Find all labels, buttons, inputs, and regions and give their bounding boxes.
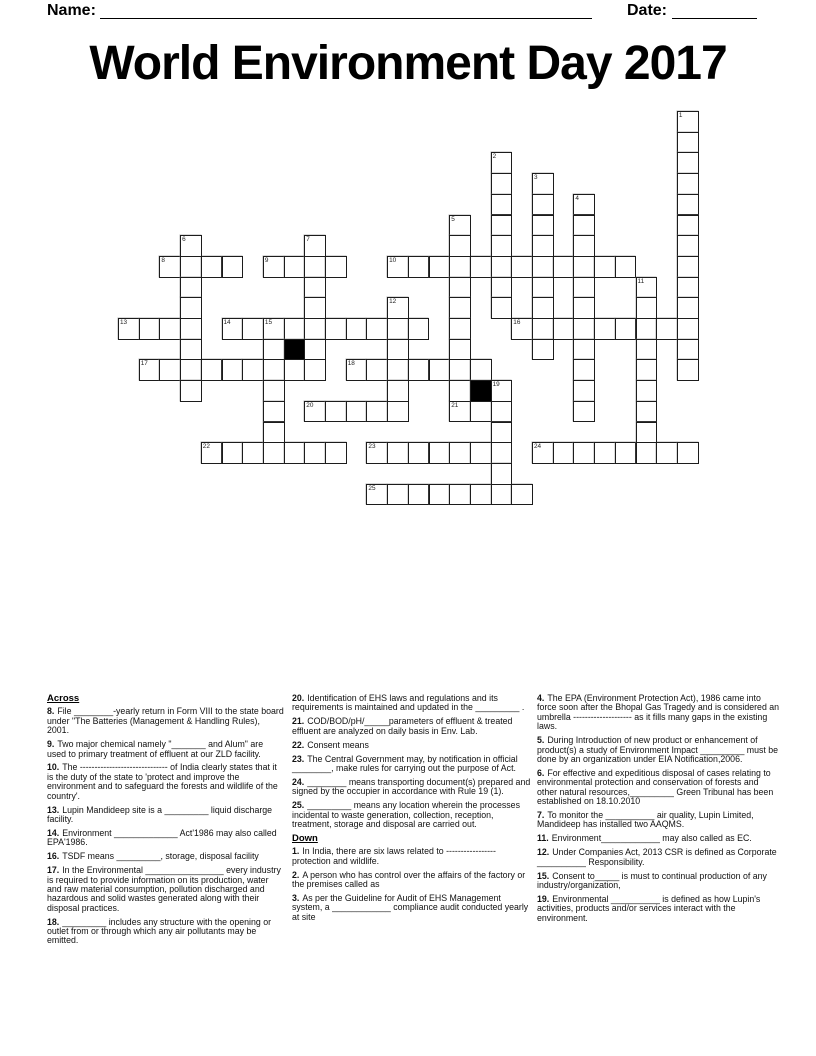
- cell-number: 14: [223, 319, 231, 326]
- clue-number: 7.: [537, 809, 545, 820]
- down-heading: Down: [292, 832, 318, 844]
- grid-cell[interactable]: [573, 256, 595, 278]
- clue-number: 9.: [47, 739, 55, 750]
- grid-cell[interactable]: [284, 318, 306, 340]
- grid-cell[interactable]: [677, 173, 699, 195]
- clue-number: 13.: [47, 804, 60, 815]
- grid-cell[interactable]: [222, 318, 244, 340]
- grid-cell[interactable]: [615, 318, 637, 340]
- grid-cell[interactable]: [325, 318, 347, 340]
- clue-text: Consent to_____ is must to continual production of any industry/organization,: [537, 870, 767, 890]
- grid-cell[interactable]: [532, 277, 554, 299]
- grid-cell[interactable]: [304, 339, 326, 361]
- grid-cell[interactable]: [573, 339, 595, 361]
- across-clue-24: [292, 778, 532, 797]
- blocked-cell: [284, 339, 306, 361]
- clue-text: The ------------------------------ of India clearly states that it is the duty of the state to 'protect and improve the environment and to safeguard the forests and wildlife of the country'.: [47, 762, 278, 801]
- cell-number: 15: [264, 319, 272, 326]
- grid-cell[interactable]: [615, 256, 637, 278]
- grid-cell[interactable]: [242, 442, 264, 464]
- down-clue-7: [537, 811, 780, 830]
- grid-cell[interactable]: [636, 380, 658, 402]
- grid-cell[interactable]: [532, 194, 554, 216]
- clue-text: During Introduction of new product or enhancement of product(s) a study of Environment Impact _________ must be done by an organization under EIA Notification,2006.: [537, 735, 779, 764]
- clues-column-2: [292, 694, 532, 927]
- grid-cell[interactable]: [263, 339, 285, 361]
- grid-cell[interactable]: [325, 256, 347, 278]
- grid-cell[interactable]: [532, 339, 554, 361]
- clue-text: Identification of EHS laws and regulations and its requirements is maintained and updated in the _________ .: [292, 693, 525, 713]
- grid-cell[interactable]: [677, 235, 699, 257]
- grid-cell[interactable]: [449, 484, 471, 506]
- grid-cell[interactable]: [346, 318, 368, 340]
- clue-number: 21.: [292, 716, 305, 727]
- cell-number: 3: [534, 174, 538, 182]
- down-clue-1: [292, 847, 532, 866]
- grid-cell[interactable]: [470, 256, 492, 278]
- grid-cell[interactable]: [201, 359, 223, 381]
- grid-cell[interactable]: [139, 318, 161, 340]
- grid-cell[interactable]: [387, 359, 409, 381]
- across-clue-10: [47, 763, 284, 801]
- grid-cell[interactable]: [636, 359, 658, 381]
- across-clue-8: [47, 707, 284, 735]
- grid-cell[interactable]: [449, 277, 471, 299]
- grid-cell[interactable]: [491, 256, 513, 278]
- grid-cell[interactable]: [180, 277, 202, 299]
- across-clue-23: [292, 755, 532, 774]
- clue-text: The EPA (Environment Protection Act), 1986 came into force soon after the Bhopal Gas Tragedy and is considered an umbrella -------------------- as it fills many gaps in the existing laws.: [537, 693, 780, 732]
- across-clue-21: [292, 717, 532, 736]
- cell-number: 12: [389, 298, 397, 306]
- grid-cell[interactable]: [491, 297, 513, 319]
- clue-number: 11.: [537, 833, 549, 844]
- clue-text: Under Companies Act, 2013 CSR is defined as Corporate __________ Responsibility.: [537, 847, 777, 867]
- clue-text: Two major chemical namely "_______ and Alum" are used to primary treatment of effluent at our ZLD facility.: [47, 739, 264, 759]
- across-clue-14: [47, 829, 284, 848]
- clue-number: 15.: [537, 870, 550, 881]
- cell-number: 9: [264, 256, 269, 264]
- clue-number: 3.: [292, 892, 300, 903]
- grid-cell[interactable]: [180, 235, 202, 257]
- grid-cell[interactable]: [263, 318, 285, 340]
- grid-cell[interactable]: [304, 297, 326, 319]
- across-clue-18: [47, 918, 284, 946]
- grid-cell[interactable]: [636, 297, 658, 319]
- grid-cell[interactable]: [594, 442, 616, 464]
- grid-cell[interactable]: [263, 442, 285, 464]
- cell-number: 8: [161, 256, 165, 264]
- grid-cell[interactable]: [304, 277, 326, 299]
- clue-text: Environment____________ may also called as EC.: [551, 833, 752, 844]
- grid-cell[interactable]: [532, 318, 554, 340]
- clue-number: 5.: [537, 735, 545, 746]
- name-blank-line: [100, 2, 592, 19]
- grid-cell[interactable]: [449, 339, 471, 361]
- grid-cell[interactable]: [636, 442, 658, 464]
- clue-number: 25.: [292, 800, 305, 811]
- grid-cell[interactable]: [532, 297, 554, 319]
- grid-cell[interactable]: [449, 235, 471, 257]
- clue-number: 19.: [537, 893, 550, 904]
- cell-number: 21: [451, 401, 459, 409]
- grid-cell[interactable]: [677, 132, 699, 154]
- grid-cell[interactable]: [304, 256, 326, 278]
- clue-text: _________ means any location wherein the processes incidental to waste generation, collection, reception, treatment, storage and disposal are carried out.: [292, 800, 520, 829]
- grid-cell[interactable]: [532, 256, 554, 278]
- cell-number: 5: [451, 215, 455, 223]
- clue-text: TSDF means _________, storage, disposal facility: [62, 851, 259, 862]
- grid-cell[interactable]: [408, 484, 430, 506]
- grid-cell[interactable]: [408, 318, 430, 340]
- clue-number: 16.: [47, 851, 60, 862]
- clue-number: 18.: [47, 916, 60, 927]
- clue-number: 14.: [47, 827, 60, 838]
- grid-cell[interactable]: [573, 277, 595, 299]
- down-clue-12: [537, 848, 780, 867]
- cell-number: 6: [182, 236, 186, 244]
- down-clue-15: [537, 872, 780, 891]
- grid-cell[interactable]: [491, 484, 513, 506]
- grid-cell[interactable]: [511, 484, 533, 506]
- clue-text: In the Environmental ________________ every industry is required to provide information on its production, water and raw material consumption, pollution discharged and hazardous and solid wastes generated along with their disposal practices.: [47, 865, 281, 913]
- grid-cell[interactable]: [532, 215, 554, 237]
- clue-number: 6.: [537, 767, 545, 778]
- grid-cell[interactable]: [470, 401, 492, 423]
- across-heading: Across: [47, 693, 80, 704]
- clue-number: 17.: [47, 865, 60, 876]
- grid-cell[interactable]: [387, 318, 409, 340]
- grid-cell[interactable]: [387, 484, 409, 506]
- blocked-cell: [470, 380, 492, 402]
- grid-cell[interactable]: [491, 277, 513, 299]
- down-clue-5: [537, 736, 780, 764]
- grid-cell[interactable]: [263, 380, 285, 402]
- cell-number: 10: [389, 256, 397, 264]
- grid-cell[interactable]: [491, 194, 513, 216]
- grid-cell[interactable]: [573, 442, 595, 464]
- cell-number: 13: [120, 319, 128, 326]
- cell-number: 1: [678, 112, 683, 119]
- grid-cell[interactable]: [304, 401, 326, 423]
- grid-cell[interactable]: [677, 277, 699, 299]
- grid-cell[interactable]: [159, 359, 181, 381]
- clue-text: A person who has control over the affairs of the factory or the premises called as: [292, 869, 526, 889]
- grid-cell[interactable]: [159, 256, 181, 278]
- grid-cell[interactable]: [573, 215, 595, 237]
- across-clue-17: [47, 866, 284, 913]
- grid-cell[interactable]: [263, 359, 285, 381]
- clue-text: Environmental __________ is defined as how Lupin's activities, products and/or services interact with the environment.: [537, 893, 761, 923]
- grid-cell[interactable]: [553, 318, 575, 340]
- grid-cell[interactable]: [636, 422, 658, 444]
- grid-cell[interactable]: [491, 442, 513, 464]
- grid-cell[interactable]: [449, 359, 471, 381]
- grid-cell[interactable]: [408, 256, 430, 278]
- clues-column-1: [47, 694, 284, 950]
- cell-number: 2: [492, 153, 497, 161]
- grid-cell[interactable]: [532, 235, 554, 257]
- grid-cell[interactable]: [677, 442, 699, 464]
- grid-cell[interactable]: [387, 297, 409, 319]
- grid-cell[interactable]: [408, 359, 430, 381]
- cell-number: 17: [140, 360, 148, 368]
- grid-cell[interactable]: [491, 215, 513, 237]
- down-clue-19: [537, 895, 780, 923]
- grid-cell[interactable]: [180, 318, 202, 340]
- grid-cell[interactable]: [408, 442, 430, 464]
- page-title: World Environment Day 2017: [89, 37, 727, 90]
- crossword-grid: [118, 111, 699, 505]
- across-clue-20: [292, 694, 532, 713]
- cell-number: 24: [534, 443, 542, 451]
- grid-cell[interactable]: [677, 215, 699, 237]
- grid-cell[interactable]: [636, 401, 658, 423]
- grid-cell[interactable]: [532, 173, 554, 195]
- grid-cell[interactable]: [304, 359, 326, 381]
- grid-cell[interactable]: [615, 442, 637, 464]
- grid-cell[interactable]: [429, 359, 451, 381]
- grid-cell[interactable]: [677, 256, 699, 278]
- down-clue-11: [537, 834, 780, 843]
- grid-cell[interactable]: [677, 297, 699, 319]
- grid-cell[interactable]: [553, 442, 575, 464]
- grid-cell[interactable]: [491, 235, 513, 257]
- grid-cell[interactable]: [346, 401, 368, 423]
- grid-cell[interactable]: [636, 277, 658, 299]
- grid-cell[interactable]: [491, 173, 513, 195]
- grid-cell[interactable]: [470, 442, 492, 464]
- clue-text: Environment _____________ Act'1986 may also called EPA'1986.: [47, 827, 277, 848]
- clue-number: 12.: [537, 847, 550, 858]
- grid-cell[interactable]: [449, 401, 471, 423]
- grid-cell[interactable]: [201, 256, 223, 278]
- grid-cell[interactable]: [366, 318, 388, 340]
- down-clue-4: [537, 694, 780, 732]
- grid-cell[interactable]: [491, 152, 513, 174]
- grid-cell[interactable]: [263, 401, 285, 423]
- cell-number: 25: [368, 484, 376, 492]
- grid-cell[interactable]: [677, 152, 699, 174]
- cell-number: 16: [513, 319, 521, 326]
- clue-number: 4.: [537, 693, 545, 703]
- name-label: Name:: [47, 2, 96, 19]
- grid-cell[interactable]: [656, 318, 678, 340]
- grid-cell[interactable]: [284, 359, 306, 381]
- grid-cell[interactable]: [677, 318, 699, 340]
- clues-column-3: [537, 694, 780, 928]
- clue-text: Lupin Mandideep site is a _________ liquid discharge facility.: [47, 804, 273, 824]
- grid-cell[interactable]: [511, 256, 533, 278]
- clue-text: Consent means: [307, 739, 369, 750]
- grid-cell[interactable]: [346, 359, 368, 381]
- grid-cell[interactable]: [284, 442, 306, 464]
- clue-text: _________ includes any structure with the opening or outlet from or through which any air pollutants may be emitted.: [47, 916, 272, 946]
- down-clue-6: [537, 769, 780, 807]
- grid-cell[interactable]: [304, 442, 326, 464]
- grid-cell[interactable]: [429, 442, 451, 464]
- grid-cell[interactable]: [594, 256, 616, 278]
- clue-number: 10.: [47, 762, 60, 773]
- grid-cell[interactable]: [573, 194, 595, 216]
- grid-cell[interactable]: [511, 318, 533, 340]
- grid-cell[interactable]: [304, 235, 326, 257]
- grid-cell[interactable]: [366, 484, 388, 506]
- grid-cell[interactable]: [387, 339, 409, 361]
- grid-cell[interactable]: [491, 422, 513, 444]
- cell-number: 11: [637, 277, 645, 285]
- clue-number: 1.: [292, 846, 300, 857]
- grid-cell[interactable]: [242, 359, 264, 381]
- clue-number: 23.: [292, 753, 305, 764]
- clue-number: 20.: [292, 693, 305, 703]
- grid-cell[interactable]: [573, 401, 595, 423]
- cell-number: 22: [202, 443, 210, 451]
- grid-cell[interactable]: [594, 318, 616, 340]
- grid-cell[interactable]: [159, 318, 181, 340]
- grid-cell[interactable]: [573, 235, 595, 257]
- grid-cell[interactable]: [449, 215, 471, 237]
- clue-text: File ________-yearly return in Form VIII to the state board under "The Batteries (Management & Handling Rules), 2001.: [47, 706, 284, 736]
- grid-cell[interactable]: [387, 256, 409, 278]
- clue-text: The Central Government may, by notification in official ________, make rules for carrying out the purpose of Act.: [292, 753, 518, 773]
- grid-cell[interactable]: [677, 194, 699, 216]
- clue-text: For effective and expeditious disposal of cases relating to environmental protection and conservation of forests and other natural resources,_________ Green Tribunal has been established on 18.10.2010: [537, 767, 774, 807]
- grid-cell[interactable]: [470, 484, 492, 506]
- clue-number: 24.: [292, 776, 305, 787]
- grid-cell[interactable]: [429, 256, 451, 278]
- grid-cell[interactable]: [636, 339, 658, 361]
- grid-cell[interactable]: [491, 463, 513, 485]
- grid-cell[interactable]: [573, 318, 595, 340]
- grid-cell[interactable]: [573, 297, 595, 319]
- grid-cell[interactable]: [636, 318, 658, 340]
- grid-cell[interactable]: [470, 359, 492, 381]
- down-clue-3: [292, 894, 532, 922]
- clue-text: As per the Guideline for Audit of EHS Management system, a ____________ compliance audit conducted yearly at site: [292, 892, 529, 922]
- grid-cell[interactable]: [677, 111, 699, 133]
- grid-cell[interactable]: [532, 442, 554, 464]
- clue-number: 8.: [47, 706, 55, 717]
- grid-cell[interactable]: [573, 380, 595, 402]
- clue-text: COD/BOD/pH/_____parameters of effluent & treated effluent are analyzed on daily basis in Env. Lab.: [292, 716, 513, 736]
- grid-cell[interactable]: [263, 256, 285, 278]
- clue-number: 22.: [292, 739, 305, 750]
- grid-cell[interactable]: [118, 318, 140, 340]
- clue-number: 2.: [292, 869, 300, 880]
- cell-number: 7: [306, 236, 310, 244]
- across-clue-9: [47, 740, 284, 759]
- grid-cell[interactable]: [180, 297, 202, 319]
- grid-cell[interactable]: [677, 359, 699, 381]
- grid-cell[interactable]: [222, 256, 244, 278]
- grid-cell[interactable]: [449, 256, 471, 278]
- grid-cell[interactable]: [449, 297, 471, 319]
- date-blank-line: [672, 2, 757, 19]
- across-clue-22: [292, 741, 532, 750]
- grid-cell[interactable]: [553, 256, 575, 278]
- cell-number: 4: [575, 194, 579, 202]
- across-clue-16: [47, 852, 284, 861]
- grid-cell[interactable]: [180, 256, 202, 278]
- grid-cell[interactable]: [656, 442, 678, 464]
- grid-cell[interactable]: [573, 359, 595, 381]
- clue-text: In India, there are six laws related to ----------------- protection and wildlife.: [292, 846, 496, 866]
- date-label: Date:: [627, 2, 668, 19]
- grid-cell[interactable]: [139, 359, 161, 381]
- clue-text: To monitor the __________ air quality, Lupin Limited, Mandideep has installed two AAQMS.: [537, 809, 754, 830]
- grid-cell[interactable]: [429, 484, 451, 506]
- across-clue-13: [47, 806, 284, 825]
- grid-cell[interactable]: [449, 442, 471, 464]
- grid-cell[interactable]: [387, 442, 409, 464]
- grid-cell[interactable]: [263, 422, 285, 444]
- grid-cell[interactable]: [491, 380, 513, 402]
- grid-cell[interactable]: [180, 339, 202, 361]
- clue-text: ________ means transporting document(s) prepared and signed by the occupier in accordance with Rule 19 (1).: [292, 776, 531, 797]
- grid-cell[interactable]: [491, 401, 513, 423]
- grid-cell[interactable]: [387, 380, 409, 402]
- grid-cell[interactable]: [677, 339, 699, 361]
- grid-cell[interactable]: [325, 442, 347, 464]
- grid-cell[interactable]: [387, 401, 409, 423]
- cell-number: 18: [347, 360, 355, 368]
- cell-number: 23: [368, 443, 376, 451]
- grid-cell[interactable]: [366, 401, 388, 423]
- cell-number: 20: [306, 401, 314, 409]
- grid-cell[interactable]: [222, 359, 244, 381]
- grid-cell[interactable]: [449, 318, 471, 340]
- grid-cell[interactable]: [180, 359, 202, 381]
- grid-cell[interactable]: [449, 380, 471, 402]
- grid-cell[interactable]: [242, 318, 264, 340]
- across-clue-25: [292, 801, 532, 829]
- grid-cell[interactable]: [366, 359, 388, 381]
- grid-cell[interactable]: [284, 256, 306, 278]
- grid-cell[interactable]: [304, 318, 326, 340]
- grid-cell[interactable]: [366, 442, 388, 464]
- grid-cell[interactable]: [201, 442, 223, 464]
- grid-cell[interactable]: [325, 401, 347, 423]
- down-clue-2: [292, 871, 532, 890]
- grid-cell[interactable]: [222, 442, 244, 464]
- cell-number: 19: [492, 381, 500, 389]
- grid-cell[interactable]: [180, 380, 202, 402]
